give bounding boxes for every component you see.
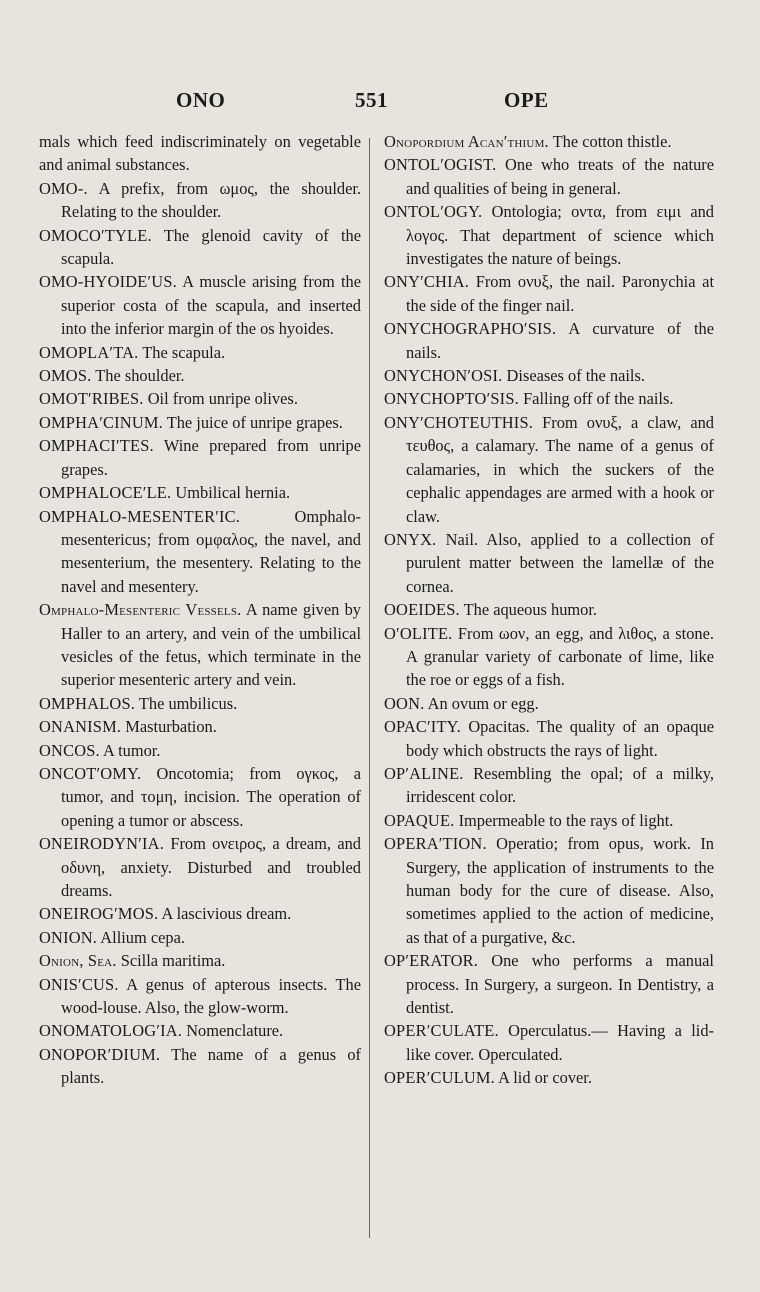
entry-headword: ONCOS. [39,740,100,760]
entry-definition: The scapula. [138,342,226,362]
dictionary-entry [39,762,361,832]
entry-headword: OMOS. [39,366,92,386]
dictionary-entry [384,1019,714,1066]
dictionary-entry [39,926,361,949]
dictionary-entry [39,505,361,599]
entry-definition: An ovum or egg. [424,693,539,713]
dictionary-entry [384,715,714,762]
entry-headword: ONTOL′OGY. [384,202,483,222]
entry-definition: From ονυξ, the nail. Paronychia at the side of the finger nail. [406,272,714,315]
dictionary-entry [39,598,361,692]
entry-headword: OMOPLA′TA. [39,342,139,362]
dictionary-entry [39,387,361,410]
entry-definition: Nomenclature. [182,1021,284,1041]
dictionary-entry [384,949,714,1019]
entry-definition: One who performs a manual process. In Surgery, a surgeon. In Dentistry, a dentist. [406,951,714,1018]
entry-definition: Impermeable to the rays of light. [454,810,674,830]
dictionary-entry [384,364,714,387]
entry-definition: The glenoid cavity of the scapula. [61,225,361,269]
entry-definition: Scilla maritima. [116,951,226,971]
page-number: 551 [355,88,388,112]
right-column [384,130,714,1090]
entry-headword: ONY′CHOTEUTHIS. [384,412,534,432]
entry-headword: OMO-HYOIDE′US. [39,272,177,292]
entry-definition: The name of a genus of plants. [61,1044,361,1088]
entry-definition: A curvature of the nails. [406,319,714,362]
column-divider [369,138,370,1238]
entry-definition: Nail. Also, applied to a collection of purulent matter between the lamellæ of the cornea. [406,529,714,596]
running-head [0,88,760,118]
dictionary-entry [39,364,361,387]
entry-definition: Allium cepa. [97,927,185,947]
dictionary-entry [384,130,714,153]
dictionary-entry [384,387,714,410]
entry-definition: One who treats of the nature and qualities of being in general. [406,155,714,198]
entry-headword: OP′ALINE. [384,763,464,783]
dictionary-entry [384,762,714,809]
entry-headword: ONYCHON′OSI. [384,366,503,386]
entry-definition: A name given by Haller to an artery, and vein of the umbilical vesicles of the fetus, which terminate in the superior mesenteric artery and vein. [61,600,361,690]
entry-headword: OMO-. [39,178,88,198]
entry-definition: The juice of unripe grapes. [162,412,343,432]
dictionary-entry [39,715,361,738]
dictionary-entry [384,200,714,270]
entry-headword: Onion, Sea. [39,951,117,971]
left-column [39,130,361,1090]
entry-headword: ONION. [39,927,98,947]
entry-headword: ONEIRODYN′IA. [39,834,165,854]
dictionary-entry [39,270,361,340]
entry-definition: Diseases of the nails. [502,366,645,386]
entry-definition: A tumor. [99,740,161,760]
entry-headword: ONIS′CUS. [39,974,119,994]
entry-definition: Operatio; from opus, work. In Surgery, the application of instruments to the human body for the cure of disease. Also, sometimes applied to the action of medicine, as that of a purgative, &c. [406,834,714,947]
entry-definition: Umbilical hernia. [171,483,291,503]
dictionary-entry [384,692,714,715]
entry-headword: OMPHALO-MESENTER′IC. [39,506,241,526]
dictionary-entry [39,902,361,925]
entry-headword: Onopordium Acan′thium. [384,132,549,151]
dictionary-entry [39,434,361,481]
entry-headword: OP′ERATOR. [384,951,479,971]
dictionary-entry [384,270,714,317]
dictionary-entry [39,692,361,715]
dictionary-entry [39,224,361,271]
entry-definition: Oncotomia; from ογκος, a tumor, and τομη, incision. The operation of opening a tumor or abscess. [61,763,361,830]
entry-headword: OMPHALOCE′LE. [39,483,172,503]
dictionary-entry [384,528,714,598]
entry-definition: Masturbation. [121,717,217,737]
entry-headword: OMOCO′TYLE. [39,225,152,245]
dictionary-entry [384,598,714,621]
dictionary-entry [39,130,361,177]
entry-headword: ONY′CHIA. [384,272,470,292]
dictionary-entry [39,341,361,364]
entry-headword: OOEIDES. [384,600,460,620]
entry-definition: A prefix, from ωμος, the shoulder. Relating to the shoulder. [61,178,361,222]
left-guide-word: ONO [176,88,226,112]
entry-definition: Wine prepared from unripe grapes. [61,436,361,479]
entry-headword: O′OLITE. [384,623,453,643]
entry-headword: ONOMATOLOG′IA. [39,1021,183,1041]
entry-definition: A muscle arising from the superior costa of the scapula, and inserted into the inferior margin of the os hyoides. [61,272,361,339]
dictionary-entry [384,832,714,949]
dictionary-entry [39,949,361,972]
entry-headword: ONOPOR′DIUM. [39,1044,161,1064]
entry-definition: From ονειρος, a dream, and οδυνη, anxiety. Disturbed and troubled dreams. [61,834,361,900]
entry-headword: OPER′CULUM. [384,1068,495,1088]
entry-definition: A lid or cover. [494,1068,592,1088]
entry-headword: OPERA′TION. [384,834,487,854]
entry-definition: A genus of apterous insects. The wood-louse. Also, the glow-worm. [61,974,361,1018]
entry-definition: Resembling the opal; of a milky, irridescent color. [406,763,714,807]
dictionary-entry [39,1043,361,1090]
dictionary-entry [384,1066,714,1089]
entry-headword: ONTOL′OGIST. [384,155,497,175]
dictionary-entry [39,973,361,1020]
entry-definition: Ontologia; οντα, from ειμι and λογος. That department of science which investigates the nature of beings. [406,202,714,269]
dictionary-entry [39,481,361,504]
entry-headword: ONEIROG′MOS. [39,904,159,924]
entry-headword: OMOT′RIBES. [39,389,144,409]
entry-definition: Oil from unripe olives. [143,389,298,409]
entry-headword: ONANISM. [39,717,122,737]
entry-definition: Opacitas. The quality of an opaque body which obstructs the rays of light. [406,717,714,760]
entry-headword: OON. [384,693,425,713]
dictionary-entry [384,622,714,692]
dictionary-entry [39,832,361,902]
entry-definition: Falling off of the nails. [518,389,674,409]
entry-definition: The umbilicus. [135,693,238,713]
dictionary-entry [39,411,361,434]
entry-definition: Operculatus.— Having a lid-like cover. Operculated. [406,1021,714,1064]
entry-definition: From ωον, an egg, and λιθος, a stone. A granular variety of carbonate of lime, like the roe or eggs of a fish. [406,623,714,690]
dictionary-entry [384,317,714,364]
dictionary-entry [39,1019,361,1042]
entry-definition: A lascivious dream. [158,904,292,924]
entry-headword: OPER′CULATE. [384,1021,499,1041]
entry-headword: Omphalo-Mesenteric Vessels. [39,600,242,620]
entry-headword: ONYCHOPTO′SIS. [384,389,519,409]
right-guide-word: OPE [504,88,549,112]
entry-definition: mals which feed indiscriminately on vegetable and animal substances. [39,132,361,175]
entry-headword: ONYCHOGRAPHO′SIS. [384,319,557,339]
entry-definition: Omphalo-mesentericus; from ομφαλος, the navel, and mesenterium, the mesentery. Relating to the navel and mesentery. [61,506,361,596]
entry-headword: OPAQUE. [384,810,455,830]
entry-headword: OMPHA′CINUM. [39,412,163,432]
dictionary-entry [384,153,714,200]
entry-definition: From ονυξ, a claw, and τευθος, a calamary. The name of a genus of calamaries, in which the suckers of the cephalic appendages are armed with a hook or claw. [406,412,714,526]
entry-headword: ONYX. [384,529,437,549]
entry-headword: OPAC′ITY. [384,717,461,737]
dictionary-entry [384,411,714,528]
entry-definition: The shoulder. [91,366,185,386]
entry-headword: OMPHACI′TES. [39,436,154,456]
entry-definition: The cotton thistle. [548,132,672,151]
dictionary-entry [39,177,361,224]
entry-headword: OMPHALOS. [39,693,136,713]
entry-headword: ONCOT′OMY. [39,763,142,783]
dictionary-entry [384,809,714,832]
entry-definition: The aqueous humor. [459,600,597,620]
dictionary-entry [39,739,361,762]
